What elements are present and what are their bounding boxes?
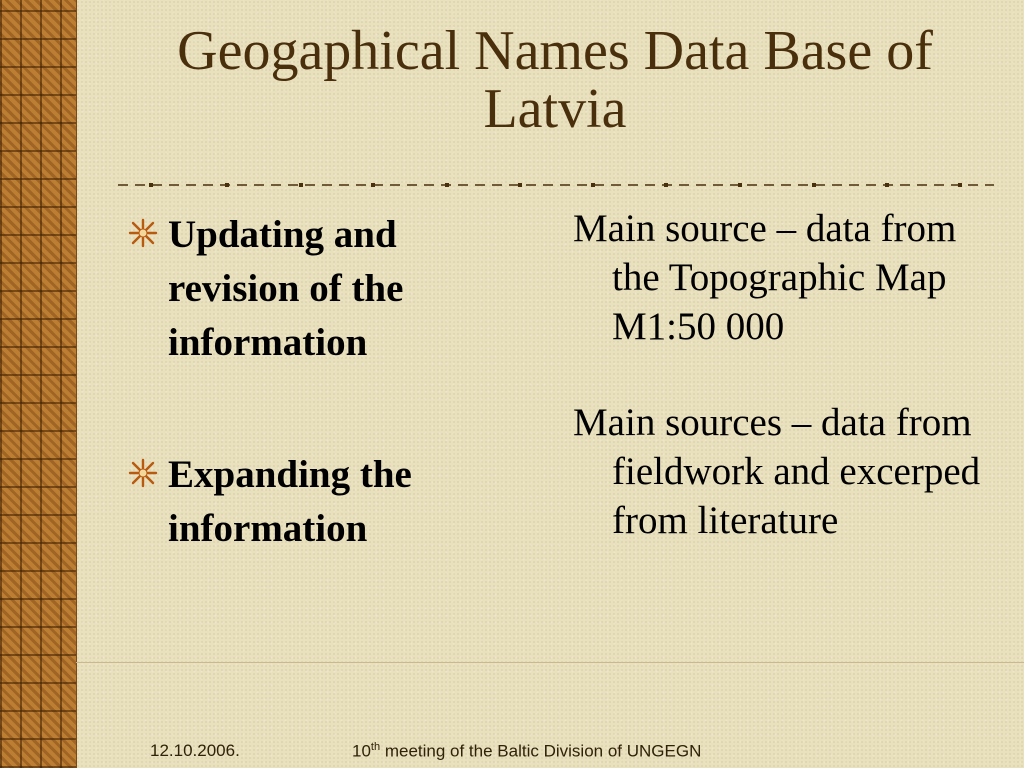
meeting-ordinal-suffix: th (370, 741, 381, 753)
bullet-item-expanding (128, 448, 488, 556)
footer-divider (76, 662, 1024, 663)
source-descriptions (573, 204, 993, 545)
star-bullet-icon (128, 218, 158, 248)
main-sources-paragraph: Main sources – data from fieldwork and excerped from literature (573, 401, 981, 542)
main-source-paragraph: Main source – data from the Topographic Map M1:50 000 (573, 207, 957, 348)
bullet-item-updating (128, 208, 488, 370)
dashed-separator (118, 183, 994, 187)
footer-meeting-text (352, 741, 701, 762)
meeting-ordinal: 10 (352, 741, 371, 761)
star-bullet-icon (128, 458, 158, 488)
bullet-text: Expanding the information (168, 453, 412, 550)
bullet-text: Updating and revision of the information (168, 213, 404, 364)
footer-date: 12.10.2006. (150, 741, 240, 760)
meeting-description: meeting of the Baltic Division of UNGEGN (380, 741, 702, 761)
bullet-list (128, 208, 488, 556)
slide-title: Geogaphical Names Data Base of Latvia (177, 20, 933, 140)
decorative-side-band (0, 0, 77, 768)
